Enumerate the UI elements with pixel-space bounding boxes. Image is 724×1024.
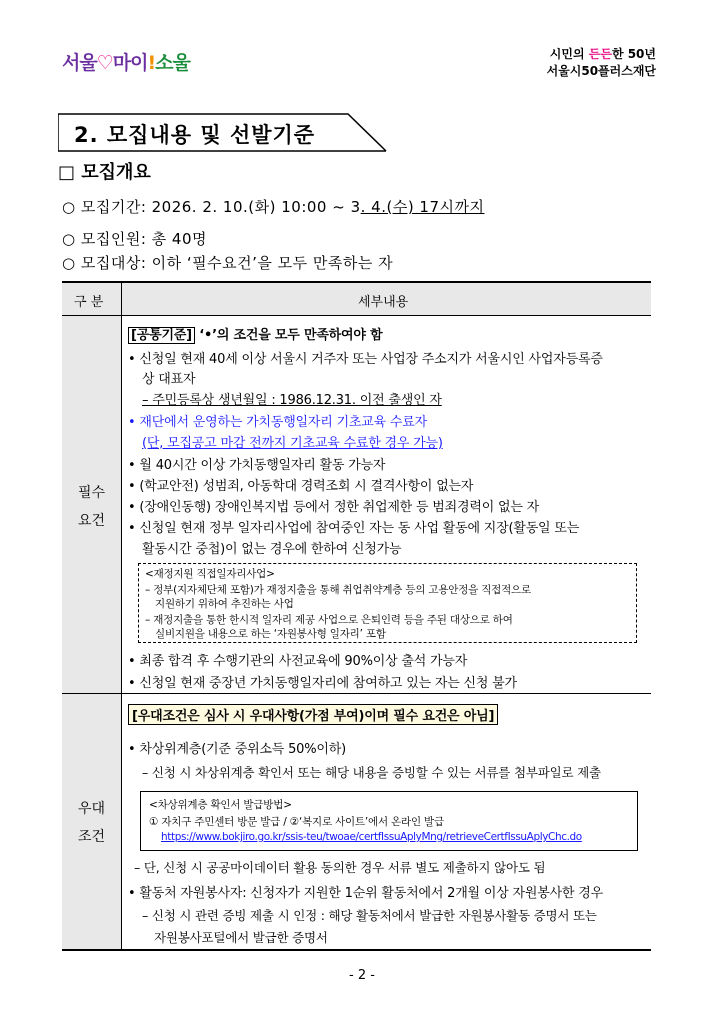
table-header: [62, 283, 651, 316]
req-item-2-line2: (단, 모집공고 마감 전까지 기초교육 수료한 경우 가능): [142, 436, 443, 451]
criteria-table: [62, 281, 651, 951]
req-item-1-line1: • 신청일 현재 40세 이상 서울시 거주자 또는 사업장 주소지가 서울시인 사업자등록증: [128, 352, 603, 367]
req-item-7: • 최종 합격 후 수행기관의 사전교육에 90%이상 출석 가능자: [128, 654, 468, 669]
pref-item-2-sub-line1: – 신청 시 관련 증빙 제출 시 인정 : 해당 활동처에서 발급한 자원봉사활동 증명서 또는: [142, 908, 597, 923]
common-criteria: [공통기준] ‘•’의 조건을 모두 만족하여야 함: [128, 324, 382, 343]
certificate-issue-note: <차상위계층 확인서 발급방법> ① 자치구 주민센터 방문 발급 / ②‘복지로 사이트’에서 온라인 발급 https://www.bokjiro.go.kr/ssis-teu/twoae/certfIssuAplyMng/retrieveCertfIssuAplyChc.do: [140, 791, 638, 851]
page-number: - 2 -: [349, 968, 375, 983]
preferred-category: 우대 조건: [77, 801, 106, 845]
pref-item-2-sub-line2: 자원봉사포털에서 발급한 증명서: [154, 930, 328, 945]
direct-job-program-note: <재정지원 직접일자리사업> – 정부(지자체단체 포함)가 재정지출을 통해 취업취약계층 등의 고용안정을 직접적으로 지원하기 위하여 추진하는 사업 – 재정지출을 통한 한시적 일자리 제공 사업으로 은퇴인력 등을 주된 대상으로 하여 실비지원을 내용으로 하는 ‘자원봉사형 일자리’ 포함: [138, 563, 637, 643]
required-category: 필수 요건: [77, 485, 106, 529]
pref-item-1-sub2: – 단, 신청 시 공공마이데이터 활용 동의한 경우 서류 별도 제출하지 않아도 됨: [134, 860, 546, 875]
req-item-5: • (장애인동행) 장애인복지법 등에서 정한 취업제한 등 범죄경력이 없는 자: [128, 500, 539, 515]
bokjiro-link[interactable]: https://www.bokjiro.go.kr/ssis-teu/twoae/certfIssuAplyMng/retrieveCertfIssuAplyChc.do: [161, 831, 582, 843]
recruit-count: ○ 모집인원: 총 40명: [62, 230, 207, 248]
logo: 서울♡마이!소울: [62, 52, 190, 74]
req-item-4: • (학교안전) 성범죄, 아동학대 경력조회 시 결격사항이 없는자: [128, 479, 474, 494]
req-item-6-line1: • 신청일 현재 정부 일자리사업에 참여중인 자는 동 사업 활동에 지장(활동일 또는: [128, 521, 580, 536]
preferred-notice: [우대조건은 심사 시 우대사항(가점 부여)이며 필수 요건은 아님]: [128, 704, 498, 725]
pref-item-1: • 차상위계층(기준 중위소득 50%이하): [128, 742, 346, 757]
req-item-3: • 월 40시간 이상 가치동행일자리 활동 가능자: [128, 458, 386, 473]
req-item-6-line2: 활동시간 중첩)이 없는 경우에 한하여 신청가능: [142, 542, 402, 557]
req-item-1-line2: 상 대표자: [142, 372, 196, 387]
subsection-title: □ 모집개요: [58, 162, 151, 183]
foundation-tagline: 시민의 든든한 50년 서울시50플러스재단: [546, 47, 656, 78]
header-details: 세부내용: [358, 295, 409, 310]
section-title: 2. 모집내용 및 선발기준: [58, 113, 388, 151]
recruit-period: ○ 모집기간: 2026. 2. 10.(화) 10:00 ~ 3. 4.(수) 17시까지: [62, 198, 485, 216]
pref-item-1-sub: – 신청 시 차상위계층 확인서 또는 해당 내용을 증빙할 수 있는 서류를 첨부파일로 제출: [142, 765, 601, 780]
req-item-1-sub: – 주민등록상 생년월일 : 1986.12.31. 이전 출생인 자: [142, 393, 442, 408]
req-item-8: • 신청일 현재 중장년 가치동행일자리에 참여하고 있는 자는 신청 불가: [128, 676, 517, 691]
header-category: 구 분: [74, 295, 104, 310]
recruit-target: ○ 모집대상: 이하 ‘필수요건’을 모두 만족하는 자: [62, 254, 394, 272]
pref-item-2: • 활동처 자원봉사자: 신청자가 지원한 1순위 활동처에서 2개월 이상 자원봉사한 경우: [128, 886, 603, 901]
req-item-2-line1: • 재단에서 운영하는 가치동행일자리 기초교육 수료자: [128, 415, 428, 430]
